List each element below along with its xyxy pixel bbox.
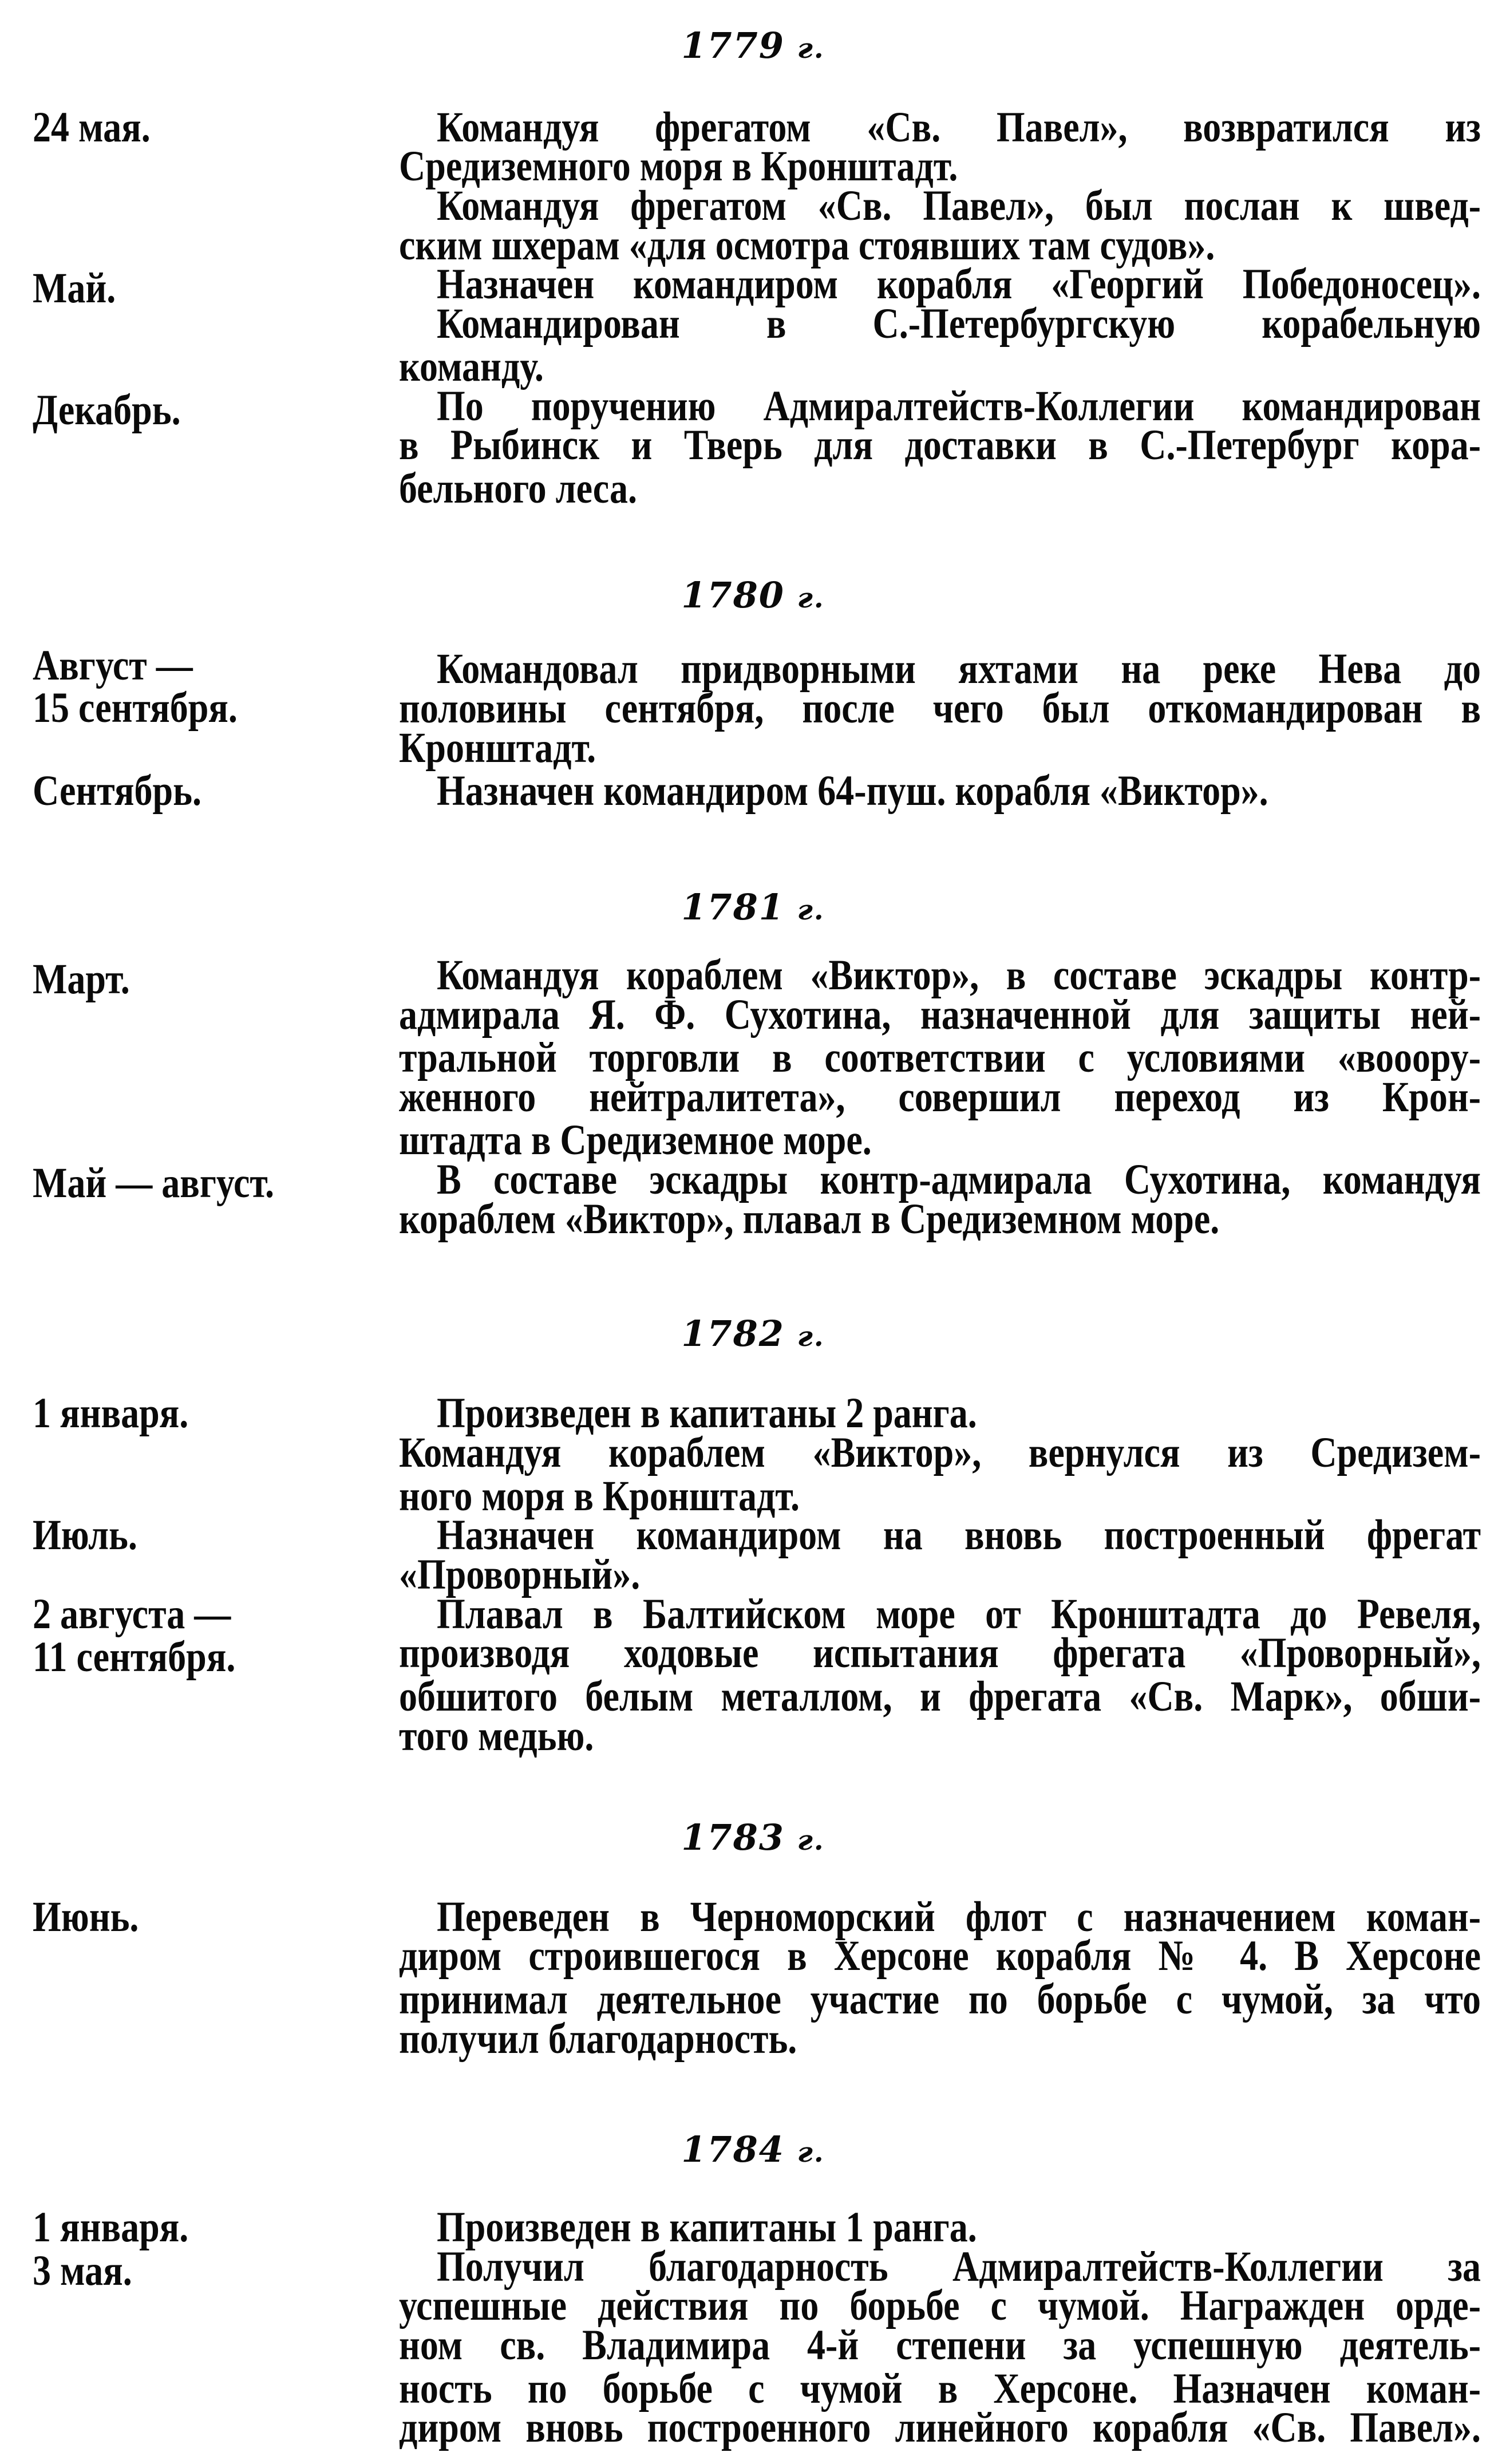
year-number: 1784 <box>681 2129 785 2170</box>
entry-date: 11 сентября. <box>33 1632 236 1681</box>
entry-date: 1 января. <box>33 1388 189 1437</box>
entry-date: Декабрь. <box>33 385 181 434</box>
year-heading <box>0 887 1506 930</box>
entry-text-line: Командуя кораблем «Виктор», вернулся из Средизем- <box>399 1428 1481 1476</box>
entry-text-line: адмирала Я. Ф. Сухотина, назначенной для защиты ней- <box>399 990 1481 1038</box>
entry-text-line: успешные действия по борьбе с чумой. Награжден орде- <box>399 2281 1481 2329</box>
entry-text-line: обшитого белым металлом, и фрегата «Св. Марк», обши- <box>399 1672 1481 1720</box>
year-suffix: г. <box>797 582 825 614</box>
entry-text-line: получил благодарность. <box>399 2014 797 2063</box>
year-heading <box>0 2130 1506 2173</box>
entry-date: Май. <box>33 263 116 312</box>
year-number: 1783 <box>681 1817 785 1858</box>
entry-date: Июль. <box>33 1510 137 1559</box>
year-suffix: г. <box>797 2137 825 2169</box>
year-heading <box>0 26 1506 69</box>
year-suffix: г. <box>797 1321 825 1353</box>
entry-date: 2 августа — <box>33 1589 231 1638</box>
entry-date: Май — август. <box>33 1158 274 1207</box>
entry-text-line: Получил благодарность Адмиралтейств-Коллегии за <box>437 2242 1481 2291</box>
entry-date: Сентябрь. <box>33 766 201 815</box>
entry-date: 3 мая. <box>33 2246 132 2295</box>
entry-text-line: Средиземного моря в Кронштадт. <box>399 141 958 190</box>
entry-text-line: женного нейтралитета», совершил переход из Крон- <box>399 1072 1481 1121</box>
year-heading <box>0 1314 1506 1357</box>
entry-text-line: тральной торговли в соответствии с условиями «вооору- <box>399 1033 1481 1081</box>
year-number: 1780 <box>681 574 785 616</box>
entry-date: Июнь. <box>33 1892 139 1941</box>
entry-text-line: Назначен командиром на вновь построенный фрегат <box>437 1510 1481 1559</box>
entry-text-line: диром вновь построенного линейного корабля «Св. Павел». <box>399 2403 1481 2451</box>
entry-text-line: ном св. Владимира 4-й степени за успешную деятель- <box>399 2320 1481 2369</box>
year-heading <box>0 575 1506 618</box>
entry-text-line: Произведен в капитаны 1 ранга. <box>437 2202 977 2251</box>
year-heading <box>0 1818 1506 1861</box>
entry-text-line: Командуя кораблем «Виктор», в составе эскадры контр- <box>437 950 1481 999</box>
entry-text-line: ность по борьбе с чумой в Херсоне. Назначен коман- <box>399 2364 1481 2412</box>
entry-text-line: принимал деятельное участие по борьбе с чумой, за что <box>399 1975 1481 2023</box>
entry-text-line: По поручению Адмиралтейств-Коллегии командирован <box>437 381 1481 430</box>
entry-text-line: диром строившегося в Херсоне корабля № 4. В Херсоне <box>399 1931 1481 1980</box>
entry-date: 24 мая. <box>33 102 151 151</box>
entry-date: 1 января. <box>33 2202 189 2251</box>
year-number: 1781 <box>681 886 785 928</box>
year-suffix: г. <box>797 33 825 65</box>
entry-date: 15 сентября. <box>33 683 238 732</box>
entry-date: Август — <box>33 641 193 689</box>
entry-text-line: Произведен в капитаны 2 ранга. <box>437 1388 977 1437</box>
entry-text-line: ного моря в Кронштадт. <box>399 1471 800 1520</box>
year-suffix: г. <box>797 894 825 926</box>
entry-text-line: Командуя фрегатом «Св. Павел», возвратился из <box>437 102 1481 151</box>
entry-text-line: Назначен командиром 64-пуш. корабля «Виктор». <box>437 766 1268 815</box>
entry-text-line: половины сентября, после чего был откомандирован в <box>399 684 1481 732</box>
entry-text-line: Кронштадт. <box>399 723 596 772</box>
entry-text-line: ским шхерам «для осмотра стоявших там судов». <box>399 220 1215 269</box>
entry-text-line: Командовал придворными яхтами на реке Нева до <box>437 644 1481 693</box>
entry-text-line: Плавал в Балтийском море от Кронштадта до Ревеля, <box>437 1589 1481 1638</box>
entry-text-line: Назначен командиром корабля «Георгий Победоносец». <box>437 259 1481 308</box>
year-number: 1782 <box>681 1313 785 1355</box>
entry-text-line: в Рыбинск и Тверь для доставки в С.-Петербург кора- <box>399 420 1481 469</box>
entry-text-line: штадта в Средиземное море. <box>399 1115 872 1164</box>
year-suffix: г. <box>797 1825 825 1857</box>
entry-text-line: «Проворный». <box>399 1550 641 1598</box>
entry-text-line: производя ходовые испытания фрегата «Проворный», <box>399 1628 1481 1677</box>
entry-text-line: кораблем «Виктор», плавал в Средиземном море. <box>399 1194 1220 1243</box>
entry-text-line: того медью. <box>399 1711 594 1760</box>
entry-text-line: бельного леса. <box>399 464 637 512</box>
entry-date: Март. <box>33 954 130 1003</box>
entry-text-line: В составе эскадры контр-адмирала Сухотина, командуя <box>437 1155 1481 1203</box>
entry-text-line: Командирован в С.-Петербургскую корабельную <box>437 299 1481 348</box>
year-number: 1779 <box>681 25 785 66</box>
entry-text-line: Командуя фрегатом «Св. Павел», был послан к швед- <box>437 181 1481 230</box>
entry-text-line: Переведен в Черноморский флот с назначением коман- <box>437 1892 1481 1941</box>
entry-text-line: команду. <box>399 342 544 390</box>
